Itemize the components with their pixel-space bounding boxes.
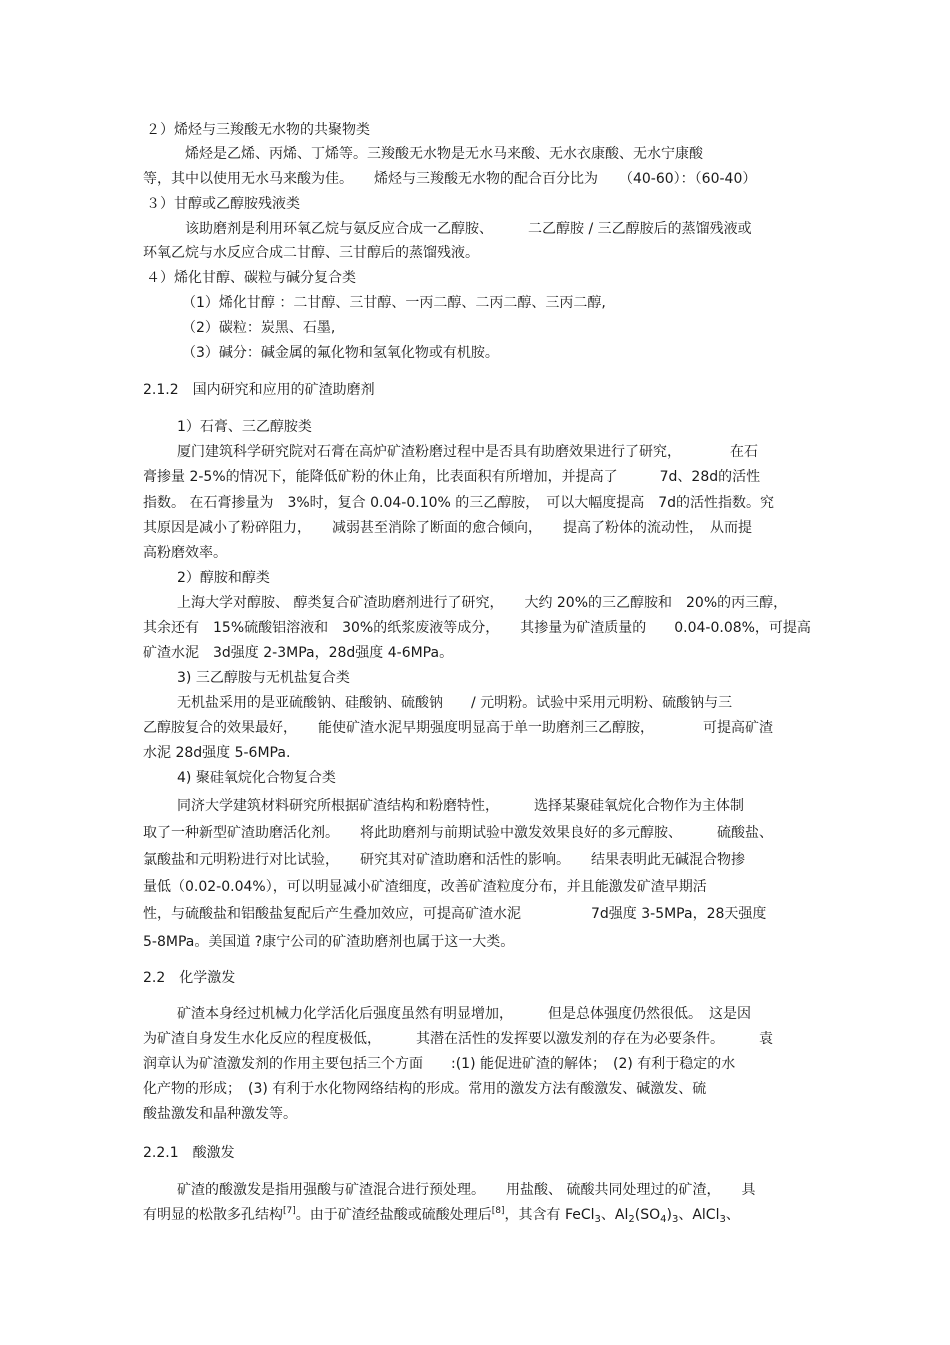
paragraph-line: 等，其中以使用无水马来酸为佳。 烯烃与三羧酸无水物的配合百分比为 （40-60）：（60-40） <box>143 171 757 187</box>
text-run: ) <box>666 1207 672 1223</box>
paragraph-line: 水泥 28d强度 5-6MPa. <box>143 745 291 761</box>
subsection-heading: 1）石膏、三乙醇胺类 <box>177 419 312 435</box>
paragraph-line: 润章认为矿渣激发剂的作用主要包括三个方面 :(1) 能促进矿渣的解体； (2) 有利于稳定的水 <box>143 1056 736 1072</box>
paragraph-line: 矿渣本身经过机械力化学活化后强度虽然有明显增加， 但是总体强度仍然很低。 这是因 <box>177 1006 751 1022</box>
paragraph-line: 烯烃是乙烯、丙烯、丁烯等。三羧酸无水物是无水马来酸、无水衣康酸、无水宁康酸 <box>185 146 703 162</box>
subsection-heading: 2）醇胺和醇类 <box>177 570 270 586</box>
text-run: 、 <box>725 1207 740 1223</box>
paragraph-line: 化产物的形成； (3) 有利于水化物网络结构的形成。常用的激发方法有酸激发、碱激发、硫 <box>143 1081 707 1097</box>
list-heading-4: ４）烯化甘醇、碳粒与碱分复合类 <box>146 270 356 286</box>
paragraph-line: 厦门建筑科学研究院对石膏在高炉矿渣粉磨过程中是否具有助磨效果进行了研究， 在石 <box>177 444 758 460</box>
subscript: 3 <box>594 1214 601 1225</box>
paragraph-line: 高粉磨效率。 <box>143 545 227 561</box>
section-heading-2-2-1: 2.2.1 酸激发 <box>143 1145 235 1161</box>
citation-8: [8] <box>491 1206 505 1216</box>
text-run: 、Al <box>600 1207 629 1223</box>
text-run: 、AlCl <box>678 1207 720 1223</box>
paragraph-line: 其余还有 15%硫酸铝溶液和 30%的纸浆废液等成分， 其掺量为矿渣质量的 0.04-0.08%，可提高 <box>143 620 811 636</box>
paragraph-line: 乙醇胺复合的效果最好， 能使矿渣水泥早期强度明显高于单一助磨剂三乙醇胺， 可提高矿渣 <box>143 720 773 736</box>
paragraph-line: 无机盐采用的是亚硫酸钠、硅酸钠、硫酸钠 / 元明粉。试验中采用元明粉、硫酸钠与三 <box>177 695 733 711</box>
subscript: 4 <box>660 1214 667 1225</box>
paragraph-line: 性，与硫酸盐和铝酸盐复配后产生叠加效应，可提高矿渣水泥 7d强度 3-5MPa，28天强度 <box>143 906 767 922</box>
section-heading-2-2: 2.2 化学激发 <box>143 970 236 986</box>
paragraph-line: 量低（0.02-0.04%），可以明显减小矿渣细度，改善矿渣粒度分布，并且能激发矿渣早期活 <box>143 879 707 895</box>
subsection-heading: 4) 聚硅氧烷化合物复合类 <box>177 770 336 786</box>
list-heading-2: ２）烯烃与三羧酸无水物的共聚物类 <box>146 122 370 138</box>
paragraph-line: 同济大学建筑材料研究所根据矿渣结构和粉磨特性， 选择某聚硅氧烷化合物作为主体制 <box>177 798 744 814</box>
list-item: （1）烯化甘醇 ：二甘醇、三甘醇、一丙二醇、二丙二醇、三丙二醇, <box>182 295 606 311</box>
paragraph-line: 取了一种新型矿渣助磨活化剂。 将此助磨剂与前期试验中激发效果良好的多元醇胺、 硫酸盐、 <box>143 825 773 841</box>
paragraph-line: 膏掺量 2-5%的情况下，能降低矿粉的休止角，比表面积有所增加，并提高了 7d、28d的活性 <box>143 469 761 485</box>
list-heading-3: ３）甘醇或乙醇胺残液类 <box>146 196 300 212</box>
paragraph-line: 5-8MPa。美国道 ?康宁公司的矿渣助磨剂也属于这一大类。 <box>143 934 515 950</box>
subscript: 2 <box>628 1214 635 1225</box>
subsection-heading: 3) 三乙醇胺与无机盐复合类 <box>177 670 350 686</box>
paragraph-line: 矿渣的酸激发是指用强酸与矿渣混合进行预处理。 用盐酸、 硫酸共同处理过的矿渣， 具 <box>177 1182 756 1198</box>
paragraph-line: 其原因是减小了粉碎阻力， 减弱甚至消除了断面的愈合倾向， 提高了粉体的流动性， 从而提 <box>143 520 752 536</box>
subscript: 3 <box>671 1214 679 1225</box>
paragraph-line: 矿渣水泥 3d强度 2-3MPa，28d强度 4-6MPa。 <box>143 645 454 661</box>
paragraph-line: 酸盐激发和晶种激发等。 <box>143 1106 297 1122</box>
subscript: 3 <box>719 1214 726 1225</box>
paragraph-line: 上海大学对醇胺、 醇类复合矿渣助磨剂进行了研究， 大约 20%的三乙醇胺和 20%的丙三醇， <box>177 595 788 611</box>
section-heading-2-1-2: 2.1.2 国内研究和应用的矿渣助磨剂 <box>143 382 375 398</box>
list-item: （2）碳粒：炭黑、石墨, <box>182 320 336 336</box>
paragraph-line: 为矿渣自身发生水化反应的程度极低， 其潜在活性的发挥要以激发剂的存在为必要条件。 袁 <box>143 1031 773 1047</box>
citation-7: [7] <box>283 1206 296 1216</box>
paragraph-line: 该助磨剂是利用环氧乙烷与氨反应合成一乙醇胺、 二乙醇胺 / 三乙醇胺后的蒸馏残液或 <box>185 221 752 237</box>
text-run: ，其含有 FeCl <box>504 1207 595 1223</box>
paragraph-line: 氯酸盐和元明粉进行对比试验， 研究其对矿渣助磨和活性的影响。 结果表明此无碱混合物掺 <box>143 852 745 868</box>
paragraph-line: 环氧乙烷与水反应合成二甘醇、三甘醇后的蒸馏残液。 <box>143 245 479 261</box>
text-run: (SO <box>634 1207 661 1223</box>
text-run: 。由于矿渣经盐酸或硫酸处理后 <box>295 1207 492 1223</box>
paragraph-line <box>143 1206 740 1229</box>
list-item: （3）碱分：碱金属的氟化物和氢氧化物或有机胺。 <box>182 345 499 361</box>
text-run: 有明显的松散多孔结构 <box>143 1207 283 1223</box>
paragraph-line: 指数。 在石膏掺量为 3%时，复合 0.04-0.10% 的三乙醇胺， 可以大幅度提高 7d的活性指数。究 <box>143 495 775 511</box>
